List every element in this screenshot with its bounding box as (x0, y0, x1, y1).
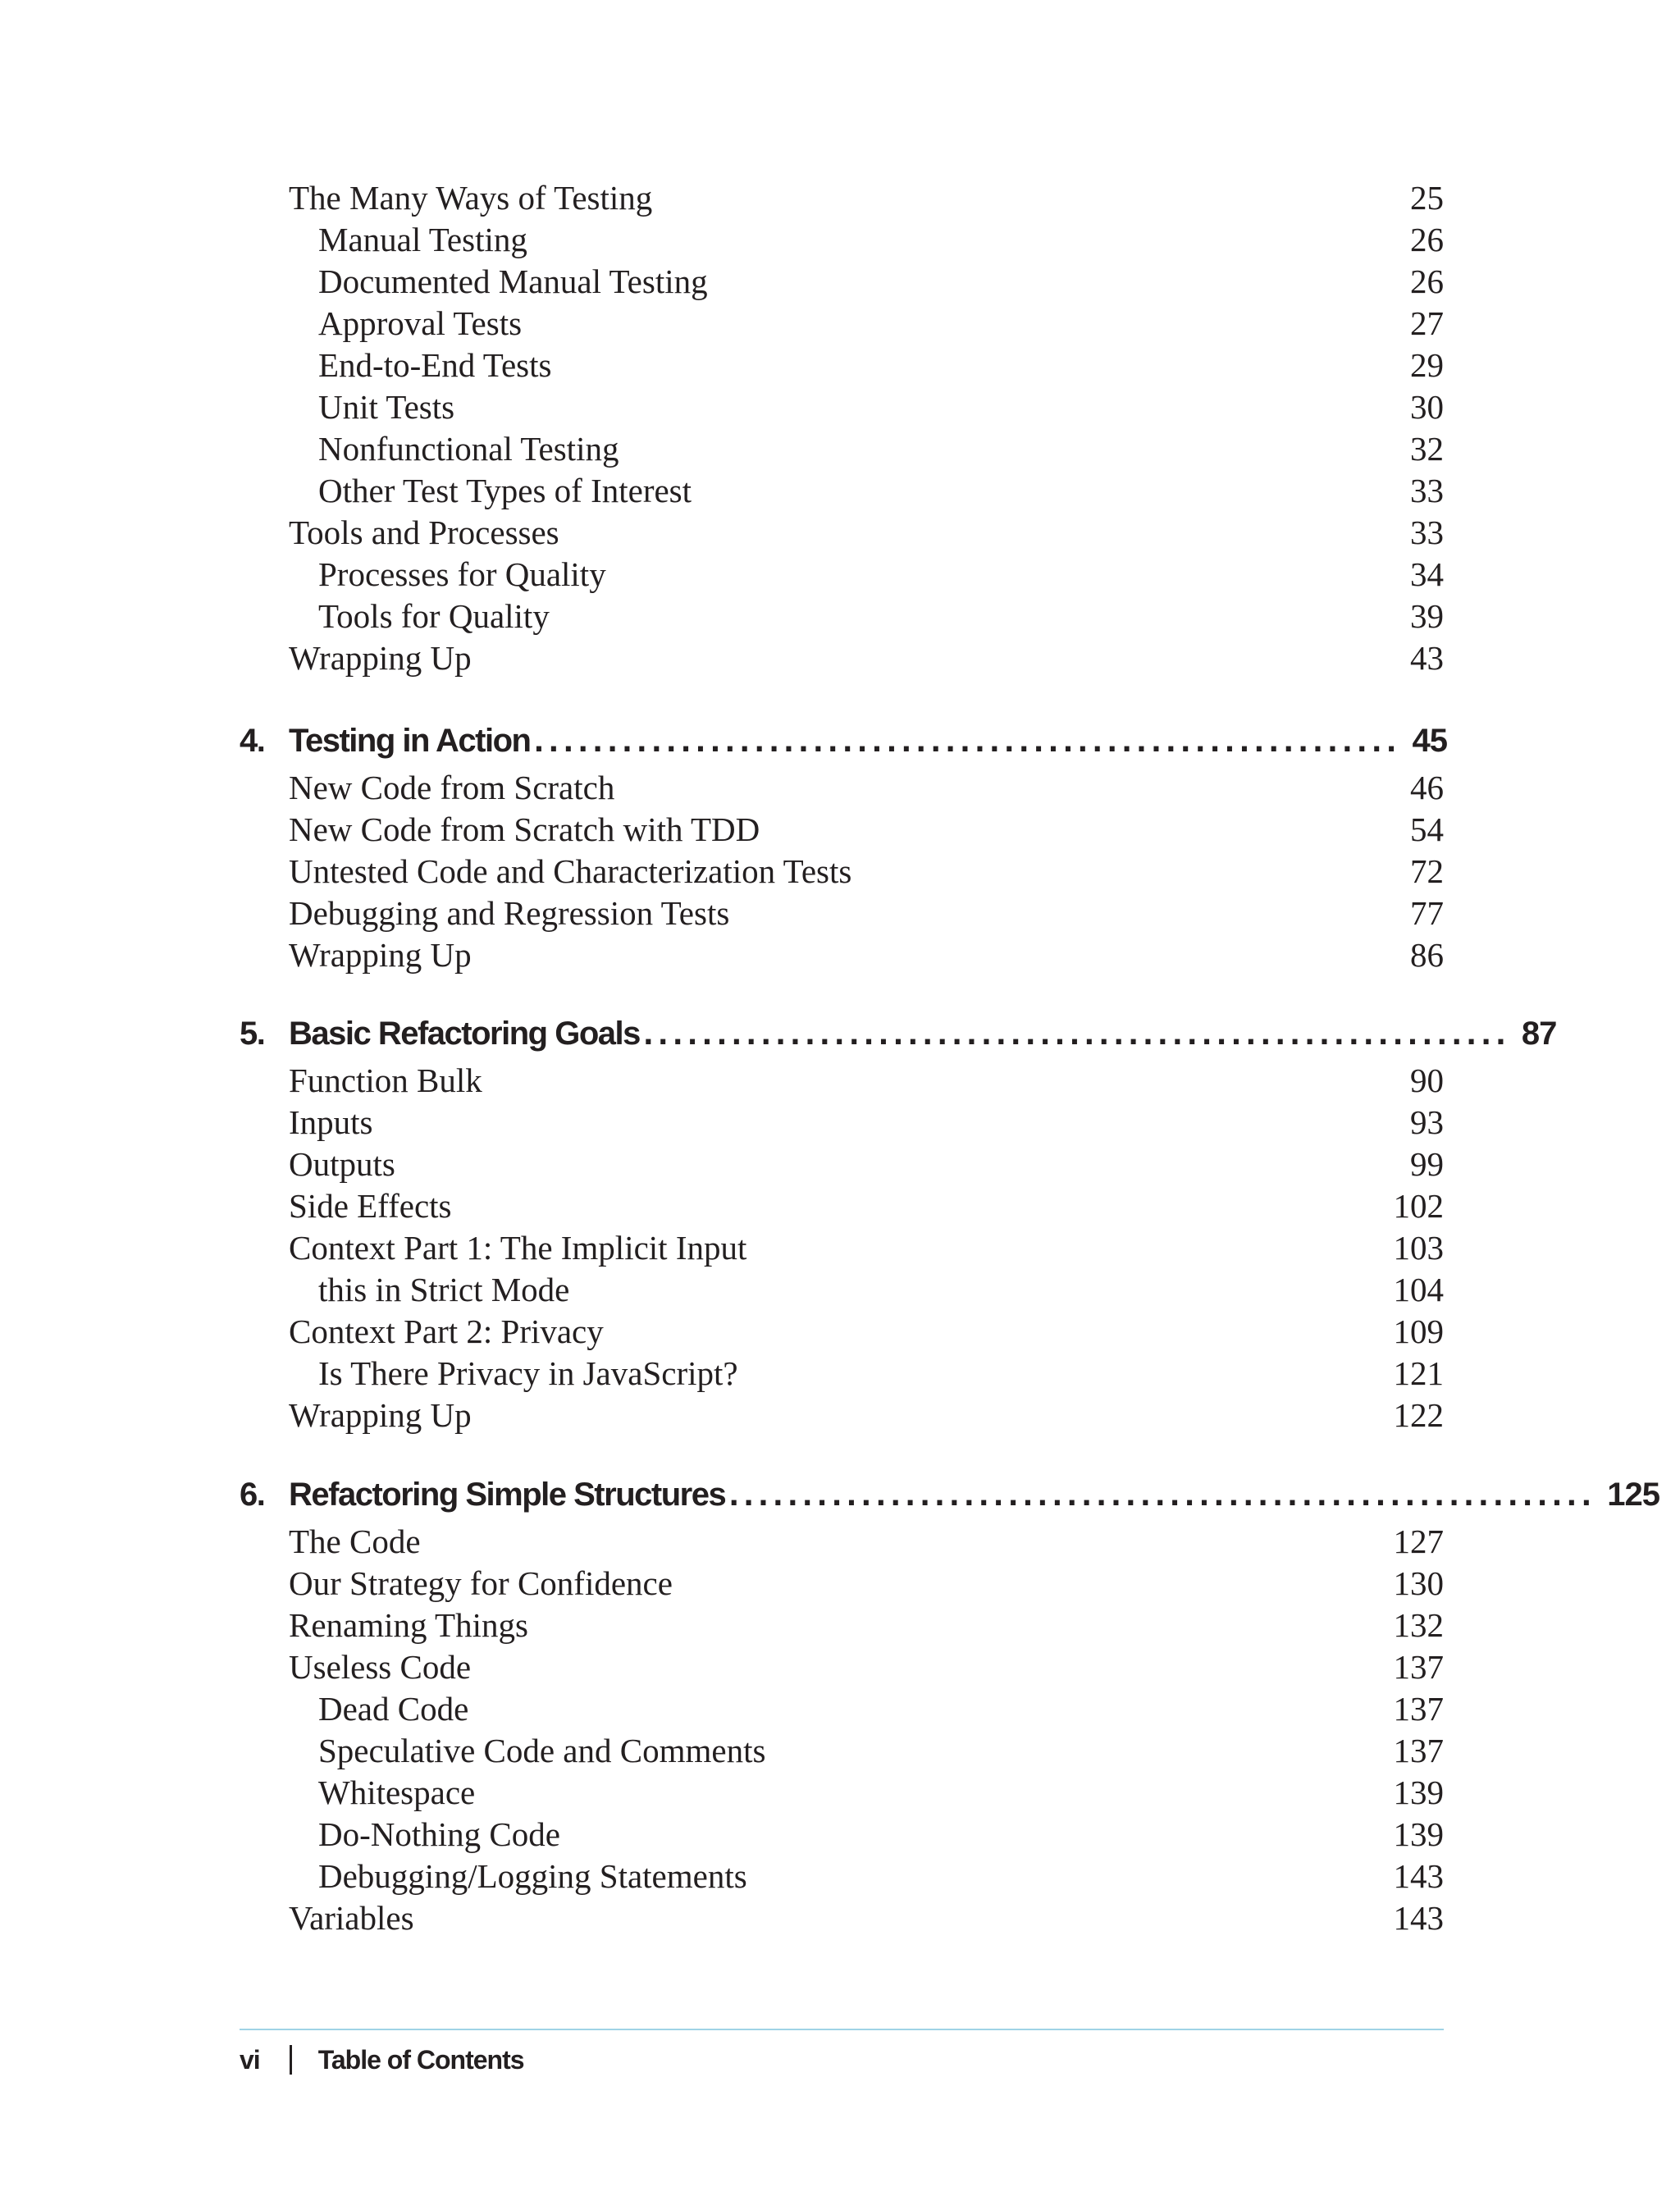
toc-entry[interactable] (289, 511, 1444, 554)
toc-entry-title: Function Bulk (289, 1061, 482, 1099)
toc-entry-title: Wrapping Up (289, 639, 472, 677)
chapter-number: 5. (240, 1016, 265, 1052)
toc-entry-page: 43 (1410, 639, 1444, 677)
toc-entry[interactable] (289, 1771, 1444, 1814)
toc-entry-page: 139 (1393, 1815, 1444, 1853)
toc-entry-title: End-to-End Tests (318, 346, 552, 384)
toc-entry[interactable] (289, 302, 1444, 345)
chapter-number: 4. (240, 723, 265, 759)
toc-entry-title: Untested Code and Characterization Tests (289, 852, 852, 890)
toc-entry-page: 29 (1410, 346, 1444, 384)
chapter-title: Refactoring Simple Structures (289, 1477, 726, 1513)
toc-entry[interactable] (289, 1729, 1444, 1772)
toc-entry[interactable] (289, 1185, 1444, 1227)
toc-entry-page: 33 (1410, 514, 1444, 551)
toc-entry[interactable] (289, 1813, 1444, 1856)
toc-entry-title: New Code from Scratch (289, 769, 615, 806)
toc-entry[interactable] (289, 850, 1444, 892)
toc-entry-title: Variables (289, 1899, 414, 1937)
toc-entry[interactable] (289, 637, 1444, 679)
toc-entry-title: Dead Code (318, 1690, 469, 1728)
page-number: vi (240, 2045, 260, 2075)
toc-entry-page: 30 (1410, 388, 1444, 426)
toc-entry[interactable] (289, 218, 1444, 261)
toc-entry-page: 32 (1410, 430, 1444, 468)
toc-entry[interactable] (289, 344, 1444, 386)
toc-entry-page: 90 (1410, 1061, 1444, 1099)
toc-entry-page: 137 (1393, 1690, 1444, 1728)
toc-entry-title: The Code (289, 1522, 421, 1560)
page-footer (240, 2039, 524, 2080)
dot-leader: ........................................................... (728, 1480, 1596, 1513)
toc-entry-title: Do-Nothing Code (318, 1815, 560, 1853)
toc-entry-page: 122 (1393, 1396, 1444, 1434)
footer-separator (290, 2045, 292, 2075)
toc-entry-page: 33 (1410, 472, 1444, 509)
toc-entry[interactable] (289, 176, 1444, 219)
toc-entry[interactable] (289, 1687, 1444, 1730)
toc-entry-title: Renaming Things (289, 1606, 528, 1644)
toc-entry-title: Context Part 1: The Implicit Input (289, 1229, 747, 1267)
toc-entry-page: 137 (1393, 1648, 1444, 1686)
chapter-page: 87 (1521, 1016, 1557, 1052)
toc-entry[interactable] (289, 1646, 1444, 1688)
toc-entry-title: Unit Tests (318, 388, 455, 426)
toc-entry-title: Context Part 2: Privacy (289, 1312, 604, 1350)
toc-entry-title: Nonfunctional Testing (318, 430, 619, 468)
toc-entry-title: Manual Testing (318, 221, 527, 258)
toc-entry-page: 46 (1410, 769, 1444, 806)
toc-entry-title: Is There Privacy in JavaScript? (318, 1354, 738, 1392)
toc-entry[interactable] (289, 934, 1444, 976)
toc-entry[interactable] (289, 1897, 1444, 1939)
toc-entry-title: Processes for Quality (318, 555, 606, 593)
toc-entry[interactable] (289, 1143, 1444, 1185)
toc-entry[interactable] (289, 386, 1444, 428)
toc-entry-title: Our Strategy for Confidence (289, 1564, 673, 1602)
toc-entry-page: 137 (1393, 1732, 1444, 1769)
toc-entry-title: Outputs (289, 1145, 395, 1183)
toc-entry-title: Debugging and Regression Tests (289, 894, 730, 932)
chapter-title: Testing in Action (289, 723, 531, 759)
toc-entry-page: 77 (1410, 894, 1444, 932)
toc-entry[interactable] (289, 892, 1444, 934)
toc-entry-page: 39 (1410, 597, 1444, 635)
running-footer-title: Table of Contents (317, 2045, 524, 2075)
toc-entry[interactable] (289, 808, 1444, 851)
toc-entry[interactable] (289, 1310, 1444, 1353)
toc-entry-page: 143 (1393, 1857, 1444, 1895)
toc-entry-title: Tools and Processes (289, 514, 559, 551)
toc-entry[interactable] (289, 260, 1444, 303)
toc-entry[interactable] (289, 1352, 1444, 1395)
toc-entry-page: 102 (1393, 1187, 1444, 1225)
toc-entry[interactable] (289, 553, 1444, 596)
toc-entry-title: Wrapping Up (289, 1396, 472, 1434)
toc-entry[interactable] (289, 427, 1444, 470)
toc-entry-page: 121 (1393, 1354, 1444, 1392)
toc-entry-title: Wrapping Up (289, 936, 472, 974)
toc-entry-title: Whitespace (318, 1774, 476, 1811)
footer-rule (240, 2029, 1444, 2030)
toc-entry[interactable] (289, 1394, 1444, 1436)
chapter-title: Basic Refactoring Goals (289, 1016, 640, 1052)
toc-entry[interactable] (289, 469, 1444, 512)
toc-entry-title: Useless Code (289, 1648, 472, 1686)
toc-entry[interactable] (289, 1855, 1444, 1897)
toc-entry-page: 86 (1410, 936, 1444, 974)
dot-leader: ........................................................... (642, 1019, 1510, 1052)
chapter-page: 125 (1607, 1477, 1659, 1513)
toc-entry-page: 26 (1410, 221, 1444, 258)
toc-entry[interactable] (289, 766, 1444, 809)
toc-entry[interactable] (289, 1059, 1444, 1102)
toc-entry[interactable] (289, 1226, 1444, 1269)
toc-entry-page: 104 (1393, 1271, 1444, 1308)
toc-entry-page: 54 (1410, 810, 1444, 848)
dot-leader: ........................................................... (533, 726, 1401, 759)
toc-entry-page: 27 (1410, 304, 1444, 342)
chapter-number: 6. (240, 1477, 265, 1513)
toc-entry-page: 34 (1410, 555, 1444, 593)
toc-entry[interactable] (289, 595, 1444, 637)
toc-entry-page: 139 (1393, 1774, 1444, 1811)
toc-entry-page: 127 (1393, 1522, 1444, 1560)
toc-entry-page: 99 (1410, 1145, 1444, 1183)
chapter-heading[interactable] (240, 1009, 1557, 1058)
toc-entry[interactable] (289, 1101, 1444, 1144)
toc-entry-page: 103 (1393, 1229, 1444, 1267)
chapter-heading[interactable] (240, 1470, 1659, 1519)
toc-entry-title: Debugging/Logging Statements (318, 1857, 747, 1895)
toc-entry-page: 25 (1410, 179, 1444, 217)
toc-entry[interactable] (289, 1268, 1444, 1311)
toc-entry[interactable] (289, 1604, 1444, 1646)
toc-entry-title: this in Strict Mode (318, 1271, 570, 1308)
toc-entry-title: Tools for Quality (318, 597, 550, 635)
toc-entry-page: 132 (1393, 1606, 1444, 1644)
toc-entry-page: 72 (1410, 852, 1444, 890)
toc-entry-page: 143 (1393, 1899, 1444, 1937)
toc-entry-title: Documented Manual Testing (318, 262, 708, 300)
toc-entry-title: Inputs (289, 1103, 373, 1141)
toc-entry-page: 93 (1410, 1103, 1444, 1141)
chapter-page: 45 (1412, 723, 1448, 759)
toc-entry-page: 26 (1410, 262, 1444, 300)
toc-entry[interactable] (289, 1562, 1444, 1605)
toc-entry-page: 109 (1393, 1312, 1444, 1350)
toc-entry[interactable] (289, 1520, 1444, 1563)
toc-entry-page: 130 (1393, 1564, 1444, 1602)
toc-entry-title: Approval Tests (318, 304, 523, 342)
toc-entry-title: Side Effects (289, 1187, 452, 1225)
chapter-heading[interactable] (240, 716, 1448, 765)
toc-entry-title: Speculative Code and Comments (318, 1732, 766, 1769)
toc-entry-title: The Many Ways of Testing (289, 179, 653, 217)
toc-entry-title: New Code from Scratch with TDD (289, 810, 760, 848)
toc-entry-title: Other Test Types of Interest (318, 472, 692, 509)
